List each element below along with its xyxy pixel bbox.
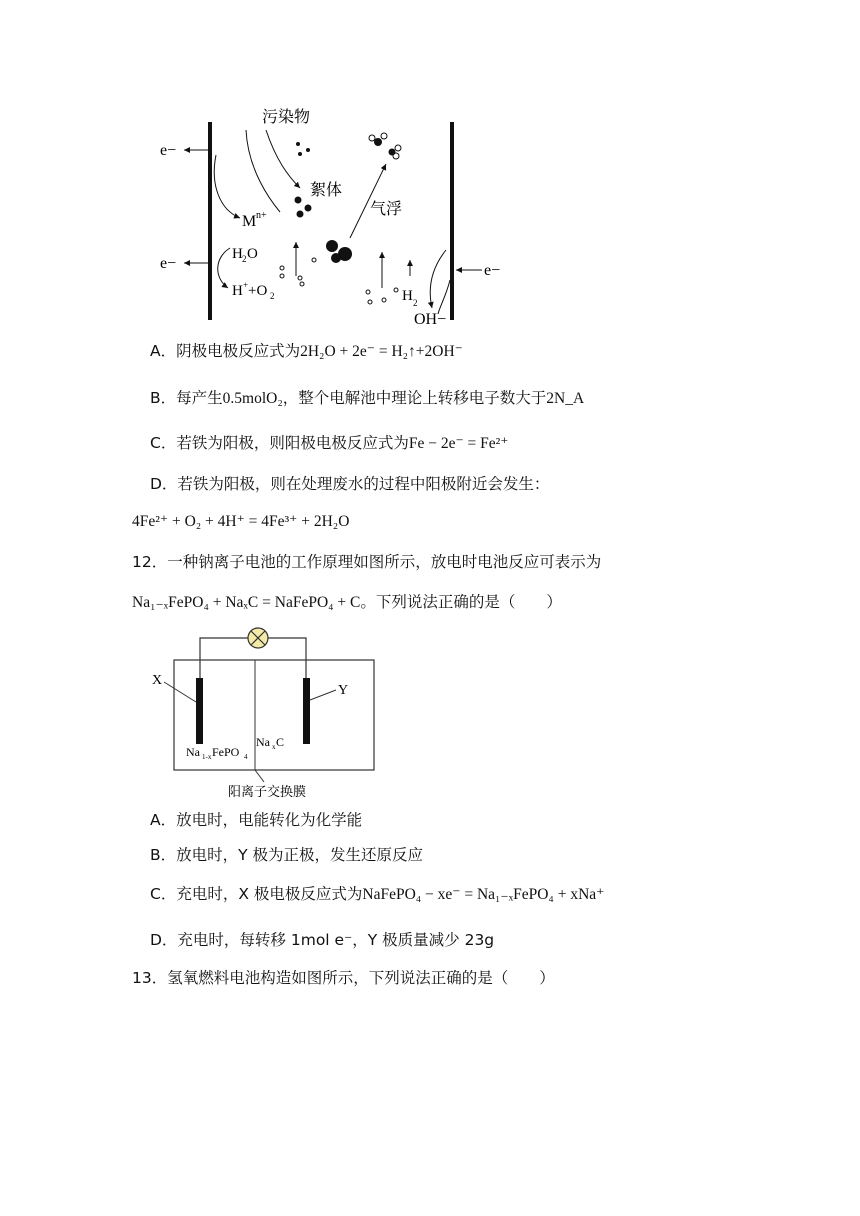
membrane-label: 阳离子交换膜 bbox=[228, 785, 307, 800]
svg-text:2: 2 bbox=[270, 291, 275, 301]
pollutant-label: 污染物 bbox=[262, 107, 311, 126]
metal-ion-label: M bbox=[242, 213, 257, 230]
q11-option-b: B．每产生0.5molO₂，整个电解池中理论上转移电子数大于2N_A bbox=[150, 389, 585, 407]
electrolysis-figure bbox=[150, 100, 510, 330]
label-y: Y bbox=[338, 683, 349, 698]
q11-option-c: C．若铁为阳极，则阳极电极反应式为Fe − 2e⁻ = Fe²⁺ bbox=[150, 434, 509, 452]
material-right: Na bbox=[256, 735, 270, 749]
electrode-y bbox=[303, 678, 310, 744]
electron-label-left-top: e− bbox=[160, 142, 177, 159]
h-o2-label: H bbox=[232, 283, 243, 299]
svg-text:n+: n+ bbox=[256, 210, 267, 221]
q12-option-a: A．放电时，电能转化为化学能 bbox=[150, 811, 363, 829]
electron-label-left-bottom: e− bbox=[160, 255, 177, 272]
svg-text:1-x: 1-x bbox=[202, 753, 212, 761]
label-x: X bbox=[152, 673, 163, 688]
svg-text:x: x bbox=[272, 743, 276, 751]
svg-text:2: 2 bbox=[242, 254, 247, 264]
water-label: H bbox=[232, 246, 243, 262]
electron-label-right: e− bbox=[484, 262, 501, 279]
svg-text:FePO: FePO bbox=[212, 745, 240, 759]
svg-text:C: C bbox=[276, 735, 285, 749]
q13-stem: 13．氢氧燃料电池构造如图所示，下列说法正确的是（ ） bbox=[132, 969, 555, 987]
battery-figure bbox=[148, 622, 388, 802]
svg-text:+O: +O bbox=[248, 283, 268, 299]
hydroxide-label: OH− bbox=[414, 311, 447, 328]
q12-option-d: D．充电时，每转移 1mol e⁻，Y 极质量减少 23g bbox=[150, 931, 495, 949]
q12-stem: 12．一种钠离子电池的工作原理如图所示，放电时电池反应可表示为 bbox=[132, 553, 602, 571]
q12-option-b: B．放电时，Y 极为正极，发生还原反应 bbox=[150, 846, 424, 864]
q11-option-d: D．若铁为阳极，则在处理废水的过程中阳极附近会发生： bbox=[150, 475, 550, 493]
electrode-x bbox=[196, 678, 203, 744]
svg-text:O: O bbox=[247, 246, 258, 262]
q11-option-a: A．阴极电极反应式为2H₂O + 2e⁻ = H₂↑+2OH⁻ bbox=[150, 342, 463, 360]
q12-option-c: C．充电时，X 极电极反应式为NaFePO₄ − xe⁻ = Na₁₋ₓFePO₄ + xNa⁺ bbox=[150, 885, 605, 903]
q11-option-d-formula: 4Fe²⁺ + O₂ + 4H⁺ = 4Fe³⁺ + 2H₂O bbox=[132, 513, 350, 530]
svg-text:2: 2 bbox=[413, 298, 418, 308]
hydrogen-label: H bbox=[402, 288, 413, 304]
material-left: Na bbox=[186, 745, 200, 759]
flotation-label: 气浮 bbox=[370, 199, 403, 218]
svg-text:4: 4 bbox=[244, 753, 248, 761]
svg-text:+: + bbox=[243, 280, 249, 290]
floc-label: 絮体 bbox=[310, 180, 343, 199]
q12-reaction: Na₁₋ₓFePO₄ + NaₓC = NaFePO₄ + C。下列说法正确的是（ ） bbox=[132, 593, 562, 611]
